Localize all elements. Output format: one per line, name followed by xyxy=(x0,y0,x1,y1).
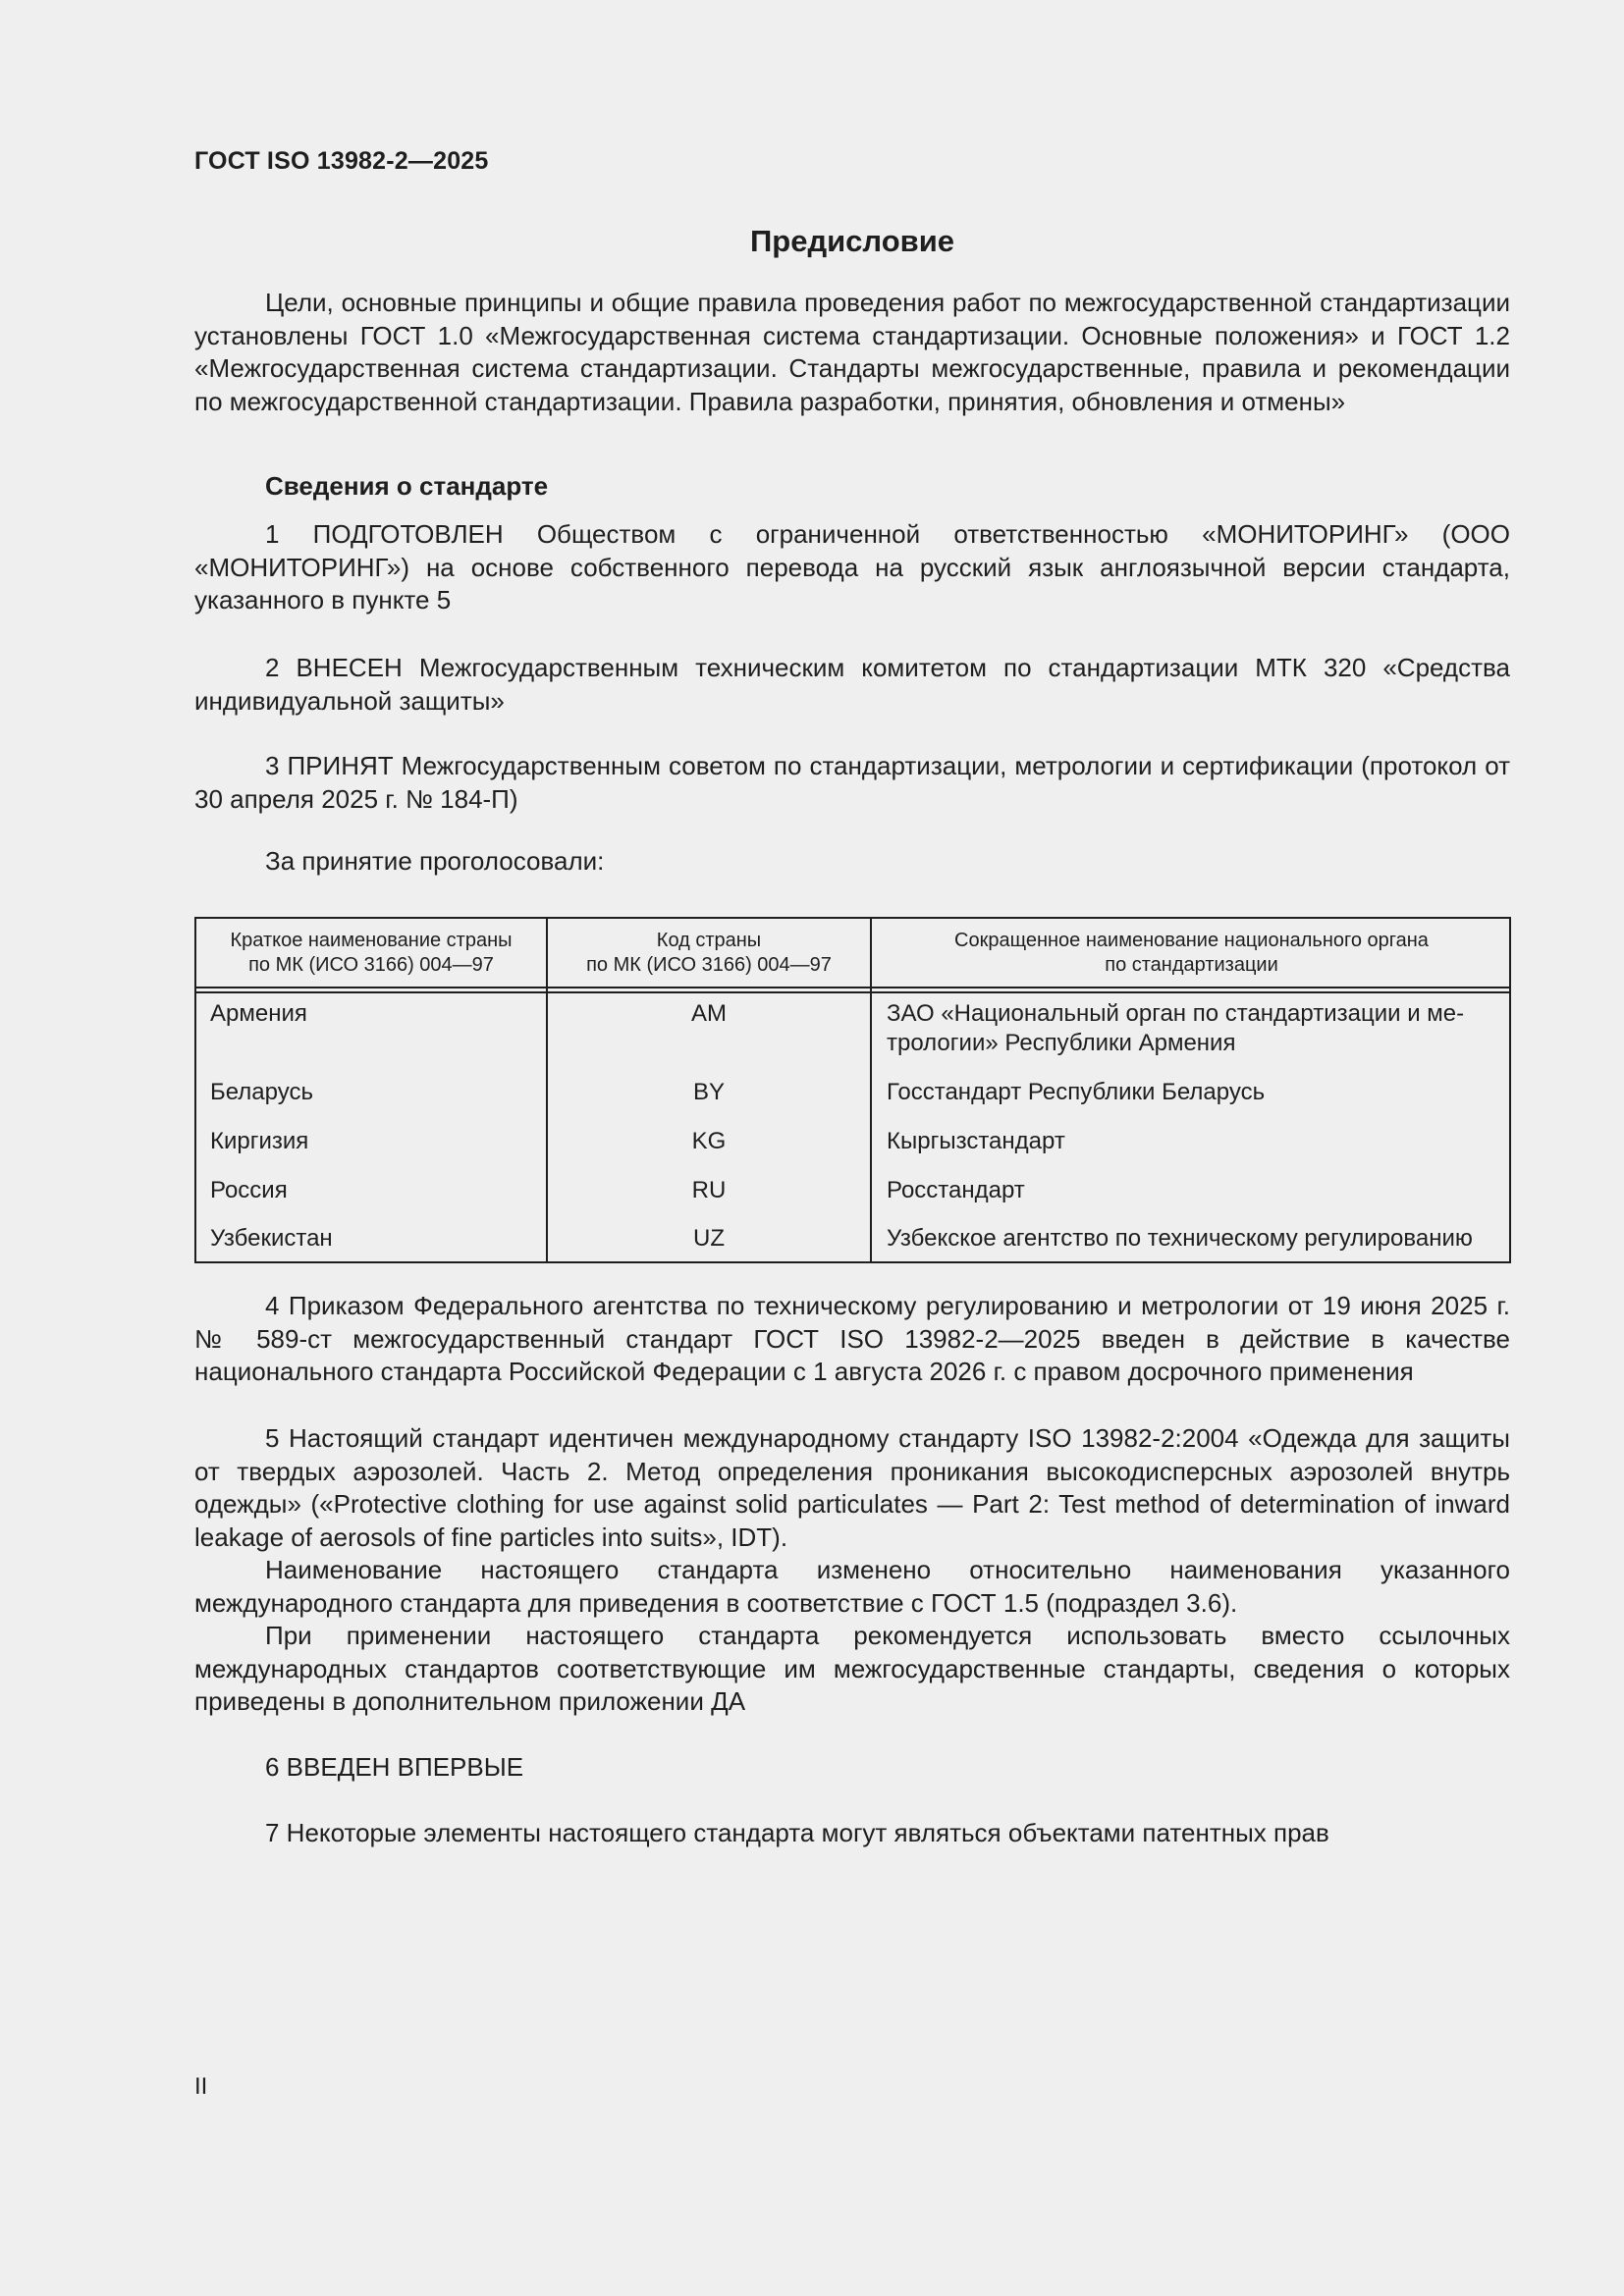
table-cell-organization xyxy=(887,999,1464,1058)
table-cell-organization: Госстандарт Республики Беларусь xyxy=(887,1079,1266,1105)
table-cell-country: Киргизия xyxy=(210,1128,309,1154)
header-line: по МК (ИСО 3166) 004—97 xyxy=(248,954,494,976)
table-cell-country: Армения xyxy=(210,1000,307,1027)
table-cell-code: RU xyxy=(691,1177,727,1203)
table-cell-country: Узбекистан xyxy=(210,1225,333,1252)
countries-table xyxy=(194,917,1511,1263)
header-line: Сокращенное наименование национального органа xyxy=(954,930,1429,951)
table-cell-code: KG xyxy=(691,1128,727,1154)
item-6-paragraph: 6 ВВЕДЕН ВПЕРВЫЕ xyxy=(265,1752,524,1782)
page-number: II xyxy=(194,2073,208,2100)
item-4-paragraph: 4 Приказом Федерального агентства по техническому регулированию и метрологии от 19 июня 2025 г. № 589-ст межгосударственный стандарт ГОСТ ISO 13982-2—2025 введен в действие в качестве национального стандарта Российской Федерации с 1 августа 2026 г. с правом досрочного применения xyxy=(194,1291,1510,1386)
item-5-paragraph-2: Наименование настоящего стандарта изменено относительно наименования указанного международного стандарта для приведения в соответствие с ГОСТ 1.5 (подраздел 3.6). xyxy=(194,1555,1510,1618)
cell-line: трологии» Республики Армения xyxy=(887,1030,1236,1056)
section-title: Предисловие xyxy=(749,224,954,258)
table-cell-code: AM xyxy=(691,1000,727,1027)
vote-label: За принятие проголосовали: xyxy=(265,846,605,876)
subheading: Сведения о стандарте xyxy=(265,471,549,501)
cell-line: ЗАО «Национальный орган по стандартизации и ме- xyxy=(887,1000,1465,1027)
table-header-organization xyxy=(872,929,1511,978)
header-divider xyxy=(196,991,1509,993)
item-3-paragraph: 3 ПРИНЯТ Межгосударственным советом по стандартизации, метрологии и сертификации (протокол от 30 апреля 2025 г. № 184-П) xyxy=(194,751,1510,814)
table-cell-code: BY xyxy=(692,1079,725,1105)
table-cell-organization: Узбекское агентство по техническому регулированию xyxy=(887,1225,1473,1252)
header-line: Краткое наименование страны xyxy=(230,930,513,951)
document-header: ГОСТ ISO 13982-2—2025 xyxy=(194,147,489,175)
item-7-paragraph: 7 Некоторые элементы настоящего стандарта могут являться объектами патентных прав xyxy=(265,1818,1329,1847)
header-line: по стандартизации xyxy=(1105,954,1278,976)
item-1-paragraph: 1 ПОДГОТОВЛЕН Обществом с ограниченной ответственностью «МОНИТОРИНГ» (ООО «МОНИТОРИНГ») на основе собственного перевода на русский язык англоязычной версии стандарта, указанного в пункте 5 xyxy=(194,519,1510,614)
table-cell-organization: Росстандарт xyxy=(887,1177,1025,1203)
table-cell-country: Россия xyxy=(210,1177,288,1203)
header-line: по МК (ИСО 3166) 004—97 xyxy=(586,954,832,976)
table-cell-code: UZ xyxy=(693,1225,725,1252)
table-cell-organization: Кыргызстандарт xyxy=(887,1128,1065,1154)
table-header-code xyxy=(548,929,870,978)
table-cell-country: Беларусь xyxy=(210,1079,313,1105)
intro-paragraph: Цели, основные принципы и общие правила проведения работ по межгосударственной стандартизации установлены ГОСТ 1.0 «Межгосударственная система стандартизации. Основные положения» и ГОСТ 1.2 «Межгосударственная система стандартизации. Стандарты межгосударственные, правила и рекомендации по межгосударственной стандартизации. Правила разработки, принятия, обновления и отмены» xyxy=(194,288,1510,416)
item-2-paragraph: 2 ВНЕСЕН Межгосударственным техническим комитетом по стандартизации МТК 320 «Средства индивидуальной защиты» xyxy=(194,653,1510,716)
item-5-paragraph: 5 Настоящий стандарт идентичен международному стандарту ISO 13982-2:2004 «Одежда для защиты от твердых аэрозолей. Часть 2. Метод определения проникания высокодисперсных аэрозолей внутрь одежды» («Protective clothing for use against solid particulates — Part 2: Test method of determination of inward leakage of aerosols of fine particles into suits», IDT). xyxy=(194,1423,1510,1552)
header-divider xyxy=(196,987,1509,988)
table-header-country xyxy=(196,929,546,978)
header-line: Код страны xyxy=(656,930,762,951)
item-5-paragraph-3: При применении настоящего стандарта рекомендуется использовать вместо ссылочных международных стандартов соответствующие им межгосударственные стандарты, сведения о которых приведены в дополнительном приложении ДА xyxy=(194,1621,1510,1716)
